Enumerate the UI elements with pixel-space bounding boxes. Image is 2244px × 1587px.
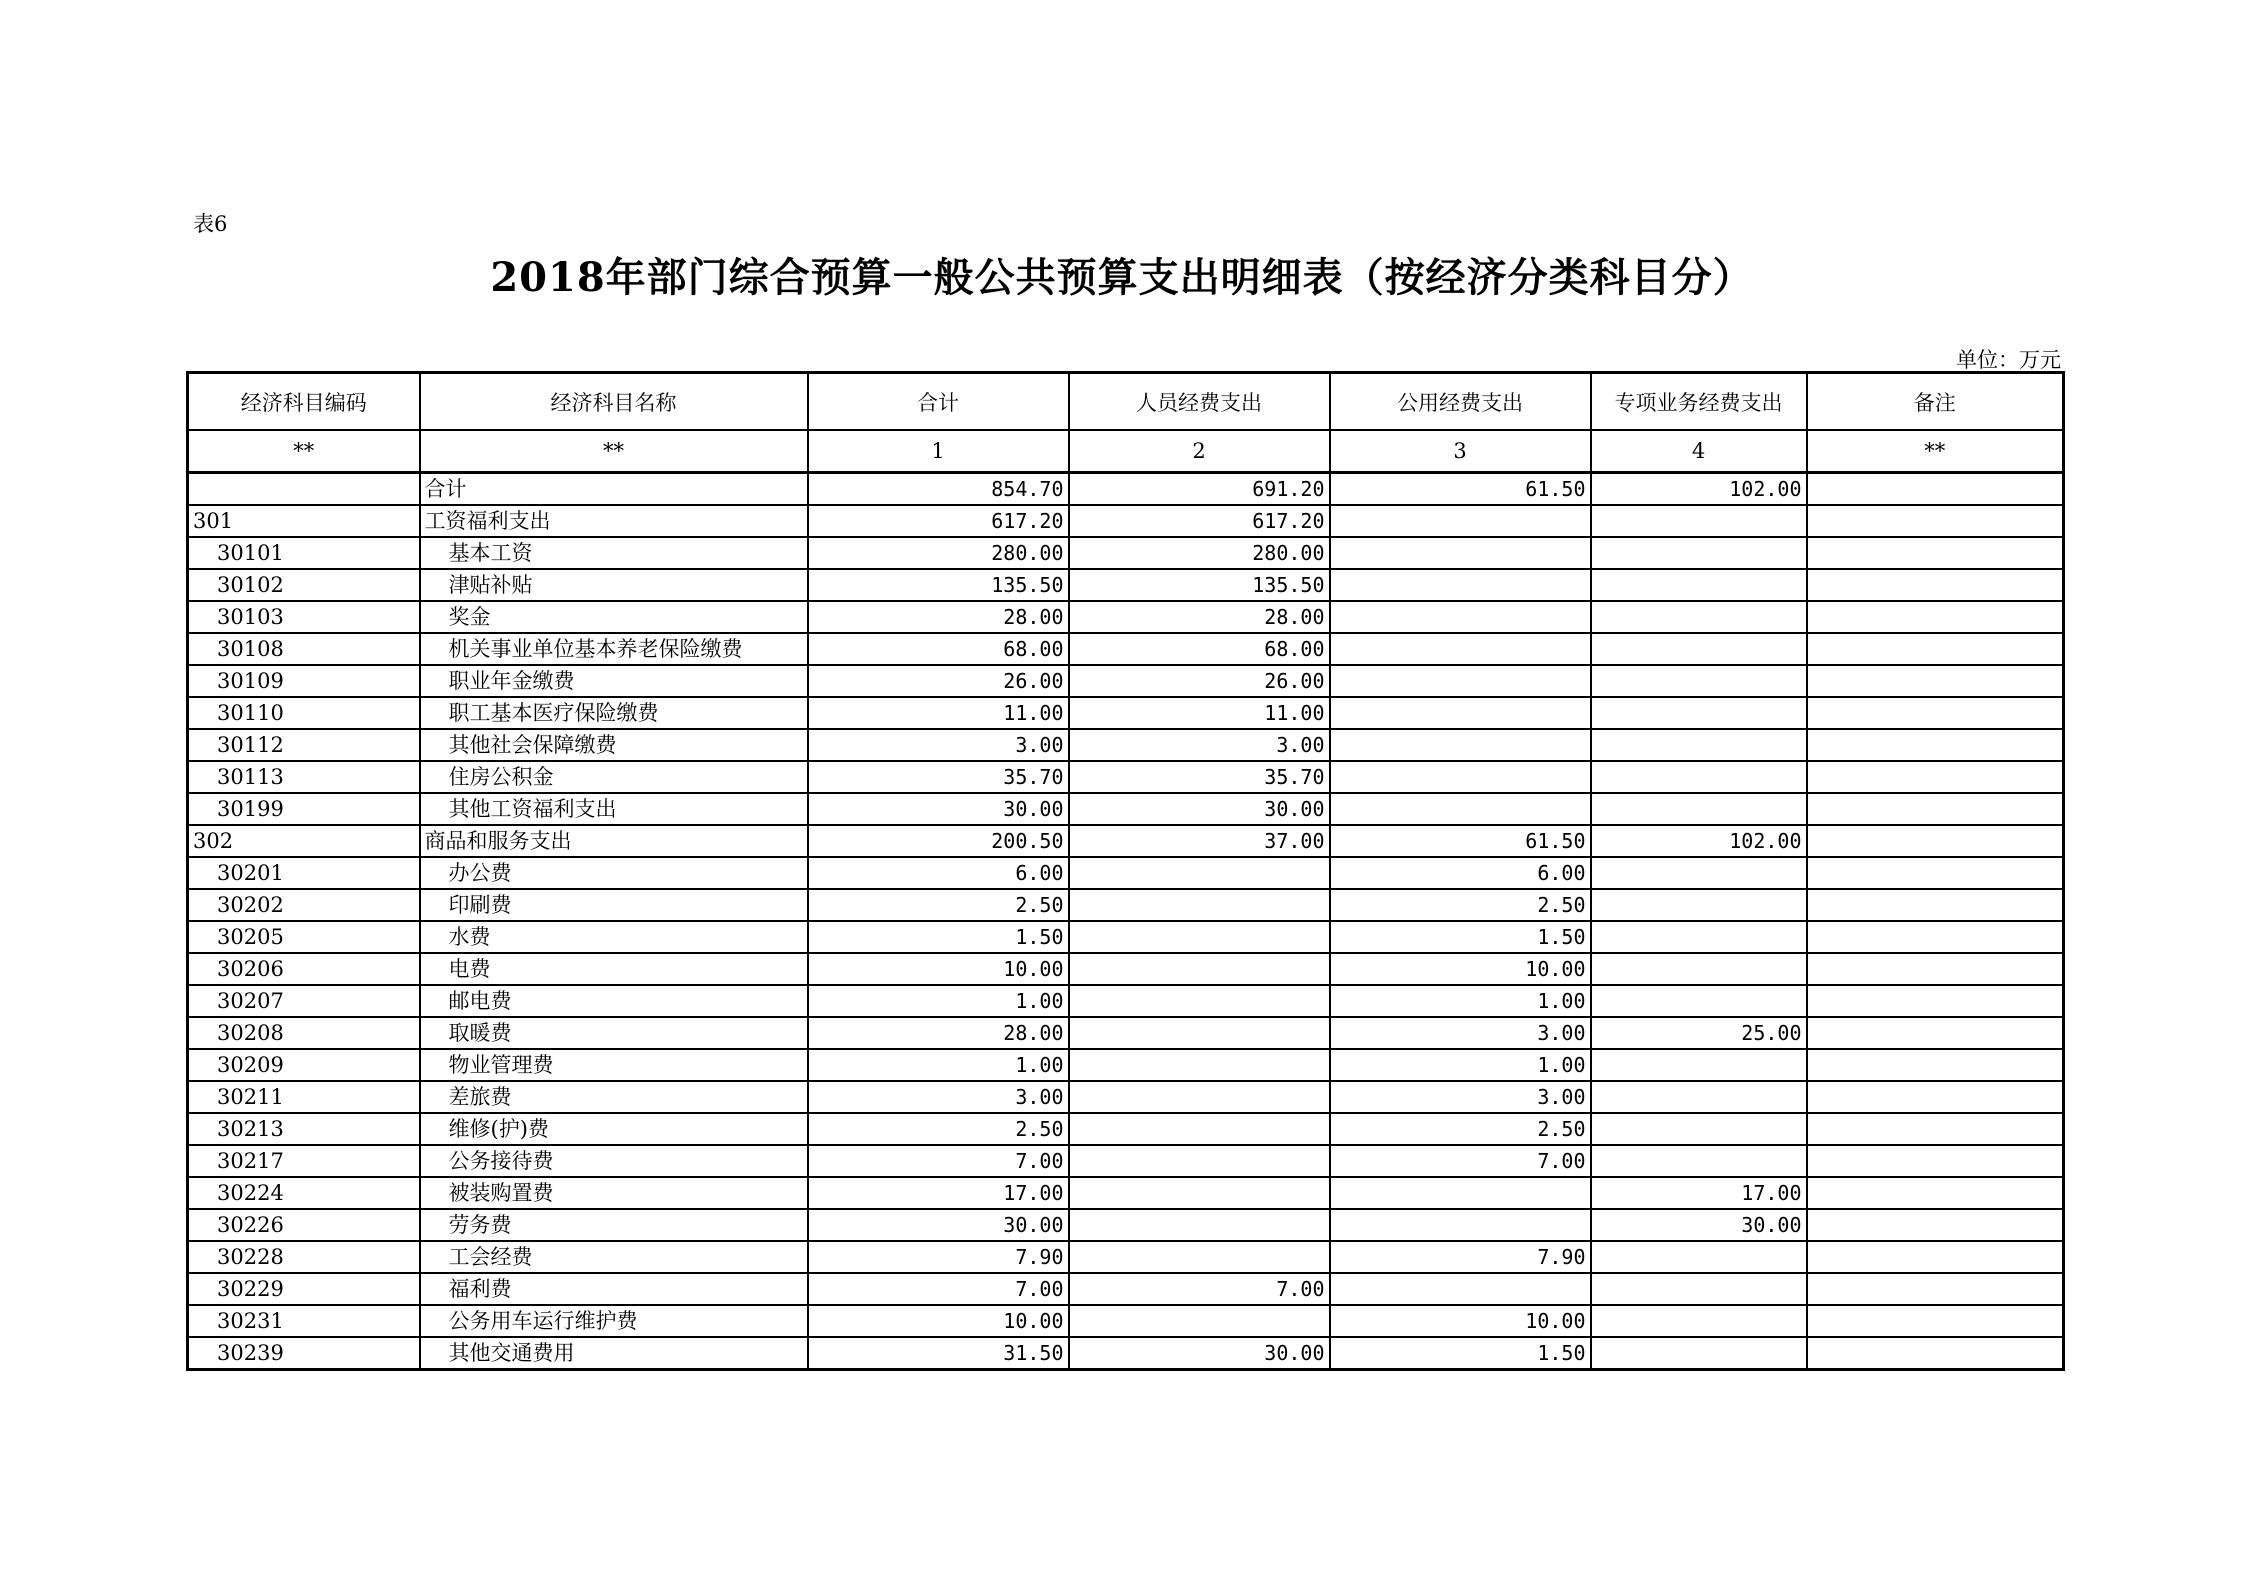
cell-special: 102.00	[1591, 473, 1807, 506]
cell-public: 7.90	[1330, 1241, 1591, 1273]
cell-total: 3.00	[808, 1081, 1069, 1113]
table-row	[188, 505, 2064, 537]
cell-code: 30202	[188, 889, 420, 921]
cell-total: 7.90	[808, 1241, 1069, 1273]
cell-name: 维修(护)费	[420, 1113, 808, 1145]
cell-code: 302	[188, 825, 420, 857]
cell-note	[1807, 889, 2064, 921]
cell-public: 3.00	[1330, 1017, 1591, 1049]
cell-name: 劳务费	[420, 1209, 808, 1241]
table-label: 表6	[193, 212, 228, 236]
cell-special	[1591, 665, 1807, 697]
table-row	[188, 921, 2064, 953]
cell-personnel: 26.00	[1069, 665, 1330, 697]
cell-personnel: 35.70	[1069, 761, 1330, 793]
cell-name: 奖金	[420, 601, 808, 633]
column-header-note: 备注	[1807, 373, 2064, 431]
table-row	[188, 1113, 2064, 1145]
cell-name: 机关事业单位基本养老保险缴费	[420, 633, 808, 665]
cell-total: 1.00	[808, 985, 1069, 1017]
header-row	[188, 373, 2064, 431]
cell-personnel: 30.00	[1069, 793, 1330, 825]
cell-public	[1330, 1209, 1591, 1241]
unit-label: 单位：万元	[1956, 348, 2061, 372]
cell-special: 102.00	[1591, 825, 1807, 857]
cell-public: 3.00	[1330, 1081, 1591, 1113]
cell-special	[1591, 633, 1807, 665]
cell-special	[1591, 1241, 1807, 1273]
cell-name: 水费	[420, 921, 808, 953]
cell-name: 商品和服务支出	[420, 825, 808, 857]
cell-public: 61.50	[1330, 825, 1591, 857]
cell-code: 30199	[188, 793, 420, 825]
cell-personnel: 11.00	[1069, 697, 1330, 729]
index-cell: 2	[1069, 430, 1330, 473]
cell-special	[1591, 569, 1807, 601]
cell-note	[1807, 665, 2064, 697]
cell-code: 30206	[188, 953, 420, 985]
cell-public	[1330, 601, 1591, 633]
cell-special	[1591, 1081, 1807, 1113]
cell-special: 17.00	[1591, 1177, 1807, 1209]
cell-personnel: 30.00	[1069, 1337, 1330, 1370]
table-row	[188, 569, 2064, 601]
table-row	[188, 793, 2064, 825]
cell-note	[1807, 1113, 2064, 1145]
table-row	[188, 985, 2064, 1017]
cell-public	[1330, 761, 1591, 793]
cell-public: 1.50	[1330, 921, 1591, 953]
cell-personnel	[1069, 1081, 1330, 1113]
cell-special	[1591, 889, 1807, 921]
cell-personnel: 280.00	[1069, 537, 1330, 569]
column-header-personnel: 人员经费支出	[1069, 373, 1330, 431]
table-row	[188, 633, 2064, 665]
cell-code: 30213	[188, 1113, 420, 1145]
table-row	[188, 1145, 2064, 1177]
cell-name: 工资福利支出	[420, 505, 808, 537]
cell-code: 30211	[188, 1081, 420, 1113]
table-row	[188, 601, 2064, 633]
cell-note	[1807, 505, 2064, 537]
cell-special: 30.00	[1591, 1209, 1807, 1241]
cell-note	[1807, 1049, 2064, 1081]
table-row	[188, 1337, 2064, 1370]
cell-name: 职工基本医疗保险缴费	[420, 697, 808, 729]
index-row	[188, 430, 2064, 473]
cell-code: 30113	[188, 761, 420, 793]
cell-total: 135.50	[808, 569, 1069, 601]
cell-personnel	[1069, 1305, 1330, 1337]
cell-public	[1330, 537, 1591, 569]
cell-special	[1591, 953, 1807, 985]
cell-total: 617.20	[808, 505, 1069, 537]
budget-table	[186, 371, 2065, 1371]
cell-total: 11.00	[808, 697, 1069, 729]
column-header-public: 公用经费支出	[1330, 373, 1591, 431]
cell-code: 30207	[188, 985, 420, 1017]
cell-code: 30108	[188, 633, 420, 665]
cell-code: 30102	[188, 569, 420, 601]
cell-public	[1330, 729, 1591, 761]
cell-note	[1807, 1305, 2064, 1337]
cell-code: 301	[188, 505, 420, 537]
table-row	[188, 1305, 2064, 1337]
cell-total: 2.50	[808, 1113, 1069, 1145]
cell-personnel: 691.20	[1069, 473, 1330, 506]
cell-total: 3.00	[808, 729, 1069, 761]
table-row	[188, 1209, 2064, 1241]
cell-note	[1807, 921, 2064, 953]
cell-note	[1807, 537, 2064, 569]
cell-public	[1330, 793, 1591, 825]
cell-public: 1.00	[1330, 985, 1591, 1017]
table-body	[188, 473, 2064, 1370]
cell-name: 住房公积金	[420, 761, 808, 793]
table-row	[188, 857, 2064, 889]
cell-name: 公务用车运行维护费	[420, 1305, 808, 1337]
cell-code: 30205	[188, 921, 420, 953]
cell-personnel	[1069, 889, 1330, 921]
cell-note	[1807, 1273, 2064, 1305]
cell-code: 30226	[188, 1209, 420, 1241]
cell-public: 2.50	[1330, 889, 1591, 921]
cell-personnel	[1069, 1049, 1330, 1081]
cell-name: 基本工资	[420, 537, 808, 569]
table-row	[188, 761, 2064, 793]
cell-public: 10.00	[1330, 953, 1591, 985]
cell-name: 电费	[420, 953, 808, 985]
cell-note	[1807, 825, 2064, 857]
cell-name: 其他社会保障缴费	[420, 729, 808, 761]
cell-note	[1807, 1017, 2064, 1049]
cell-total: 200.50	[808, 825, 1069, 857]
cell-note	[1807, 1241, 2064, 1273]
cell-total: 10.00	[808, 1305, 1069, 1337]
table-row	[188, 953, 2064, 985]
cell-public	[1330, 1177, 1591, 1209]
cell-name: 公务接待费	[420, 1145, 808, 1177]
cell-code: 30101	[188, 537, 420, 569]
cell-code: 30217	[188, 1145, 420, 1177]
cell-special	[1591, 1273, 1807, 1305]
cell-special	[1591, 857, 1807, 889]
cell-note	[1807, 1145, 2064, 1177]
cell-total: 30.00	[808, 1209, 1069, 1241]
table-row	[188, 1081, 2064, 1113]
cell-code: 30103	[188, 601, 420, 633]
cell-name: 津贴补贴	[420, 569, 808, 601]
table-row	[188, 697, 2064, 729]
cell-name: 职业年金缴费	[420, 665, 808, 697]
cell-total: 7.00	[808, 1273, 1069, 1305]
cell-public	[1330, 665, 1591, 697]
cell-name: 取暖费	[420, 1017, 808, 1049]
cell-special	[1591, 1305, 1807, 1337]
cell-note	[1807, 985, 2064, 1017]
cell-total: 28.00	[808, 601, 1069, 633]
cell-code: 30209	[188, 1049, 420, 1081]
cell-name: 被装购置费	[420, 1177, 808, 1209]
cell-personnel: 617.20	[1069, 505, 1330, 537]
cell-public: 7.00	[1330, 1145, 1591, 1177]
cell-name: 邮电费	[420, 985, 808, 1017]
cell-public	[1330, 1273, 1591, 1305]
cell-note	[1807, 729, 2064, 761]
cell-total: 35.70	[808, 761, 1069, 793]
cell-public	[1330, 633, 1591, 665]
cell-public: 6.00	[1330, 857, 1591, 889]
cell-public: 10.00	[1330, 1305, 1591, 1337]
cell-total: 280.00	[808, 537, 1069, 569]
cell-note	[1807, 601, 2064, 633]
cell-special	[1591, 729, 1807, 761]
cell-note	[1807, 697, 2064, 729]
cell-total: 7.00	[808, 1145, 1069, 1177]
table-row	[188, 729, 2064, 761]
cell-note	[1807, 473, 2064, 506]
column-header-special: 专项业务经费支出	[1591, 373, 1807, 431]
cell-special	[1591, 793, 1807, 825]
table-row	[188, 1017, 2064, 1049]
cell-name: 合计	[420, 473, 808, 506]
cell-note	[1807, 1177, 2064, 1209]
table-row	[188, 1177, 2064, 1209]
cell-public: 1.50	[1330, 1337, 1591, 1370]
cell-note	[1807, 633, 2064, 665]
cell-personnel: 3.00	[1069, 729, 1330, 761]
cell-special	[1591, 921, 1807, 953]
index-cell: **	[1807, 430, 2064, 473]
cell-special: 25.00	[1591, 1017, 1807, 1049]
cell-note	[1807, 761, 2064, 793]
index-cell: 4	[1591, 430, 1807, 473]
cell-code: 30110	[188, 697, 420, 729]
cell-total: 2.50	[808, 889, 1069, 921]
cell-personnel: 135.50	[1069, 569, 1330, 601]
cell-note	[1807, 793, 2064, 825]
cell-special	[1591, 1337, 1807, 1370]
cell-total: 28.00	[808, 1017, 1069, 1049]
cell-note	[1807, 953, 2064, 985]
cell-special	[1591, 1113, 1807, 1145]
cell-name: 办公费	[420, 857, 808, 889]
cell-personnel	[1069, 1113, 1330, 1145]
cell-code: 30224	[188, 1177, 420, 1209]
cell-code: 30201	[188, 857, 420, 889]
cell-total: 1.50	[808, 921, 1069, 953]
cell-code: 30228	[188, 1241, 420, 1273]
cell-note	[1807, 857, 2064, 889]
cell-name: 福利费	[420, 1273, 808, 1305]
cell-total: 1.00	[808, 1049, 1069, 1081]
cell-code	[188, 473, 420, 506]
cell-public: 1.00	[1330, 1049, 1591, 1081]
cell-public: 61.50	[1330, 473, 1591, 506]
cell-special	[1591, 697, 1807, 729]
cell-total: 30.00	[808, 793, 1069, 825]
cell-name: 其他交通费用	[420, 1337, 808, 1370]
cell-special	[1591, 1049, 1807, 1081]
index-cell: **	[420, 430, 808, 473]
cell-total: 68.00	[808, 633, 1069, 665]
cell-total: 10.00	[808, 953, 1069, 985]
cell-special	[1591, 985, 1807, 1017]
cell-special	[1591, 505, 1807, 537]
cell-name: 印刷费	[420, 889, 808, 921]
table-row	[188, 889, 2064, 921]
cell-code: 30231	[188, 1305, 420, 1337]
cell-personnel	[1069, 1241, 1330, 1273]
cell-public: 2.50	[1330, 1113, 1591, 1145]
cell-total: 31.50	[808, 1337, 1069, 1370]
cell-personnel	[1069, 985, 1330, 1017]
cell-code: 30229	[188, 1273, 420, 1305]
index-cell: 1	[808, 430, 1069, 473]
cell-personnel	[1069, 1177, 1330, 1209]
column-header-code: 经济科目编码	[188, 373, 420, 431]
cell-personnel: 7.00	[1069, 1273, 1330, 1305]
cell-personnel	[1069, 953, 1330, 985]
cell-code: 30109	[188, 665, 420, 697]
table-row	[188, 473, 2064, 506]
page-title: 2018年部门综合预算一般公共预算支出明细表（按经济分类科目分）	[490, 254, 1754, 301]
table-row	[188, 1049, 2064, 1081]
cell-public	[1330, 505, 1591, 537]
index-cell: **	[188, 430, 420, 473]
cell-total: 26.00	[808, 665, 1069, 697]
cell-name: 其他工资福利支出	[420, 793, 808, 825]
cell-name: 物业管理费	[420, 1049, 808, 1081]
table-row	[188, 825, 2064, 857]
cell-name: 差旅费	[420, 1081, 808, 1113]
cell-note	[1807, 1209, 2064, 1241]
cell-special	[1591, 1145, 1807, 1177]
cell-personnel	[1069, 1145, 1330, 1177]
cell-personnel	[1069, 1017, 1330, 1049]
cell-code: 30208	[188, 1017, 420, 1049]
cell-personnel	[1069, 857, 1330, 889]
cell-personnel	[1069, 921, 1330, 953]
column-header-name: 经济科目名称	[420, 373, 808, 431]
cell-public	[1330, 569, 1591, 601]
table-row	[188, 1273, 2064, 1305]
cell-total: 854.70	[808, 473, 1069, 506]
table-row	[188, 665, 2064, 697]
index-cell: 3	[1330, 430, 1591, 473]
cell-personnel: 28.00	[1069, 601, 1330, 633]
cell-special	[1591, 761, 1807, 793]
table-row	[188, 537, 2064, 569]
cell-personnel	[1069, 1209, 1330, 1241]
cell-code: 30112	[188, 729, 420, 761]
cell-total: 6.00	[808, 857, 1069, 889]
cell-personnel: 68.00	[1069, 633, 1330, 665]
cell-note	[1807, 569, 2064, 601]
cell-note	[1807, 1337, 2064, 1370]
cell-special	[1591, 601, 1807, 633]
table-row	[188, 1241, 2064, 1273]
cell-note	[1807, 1081, 2064, 1113]
cell-code: 30239	[188, 1337, 420, 1370]
cell-public	[1330, 697, 1591, 729]
cell-total: 17.00	[808, 1177, 1069, 1209]
cell-name: 工会经费	[420, 1241, 808, 1273]
column-header-total: 合计	[808, 373, 1069, 431]
cell-personnel: 37.00	[1069, 825, 1330, 857]
cell-special	[1591, 537, 1807, 569]
